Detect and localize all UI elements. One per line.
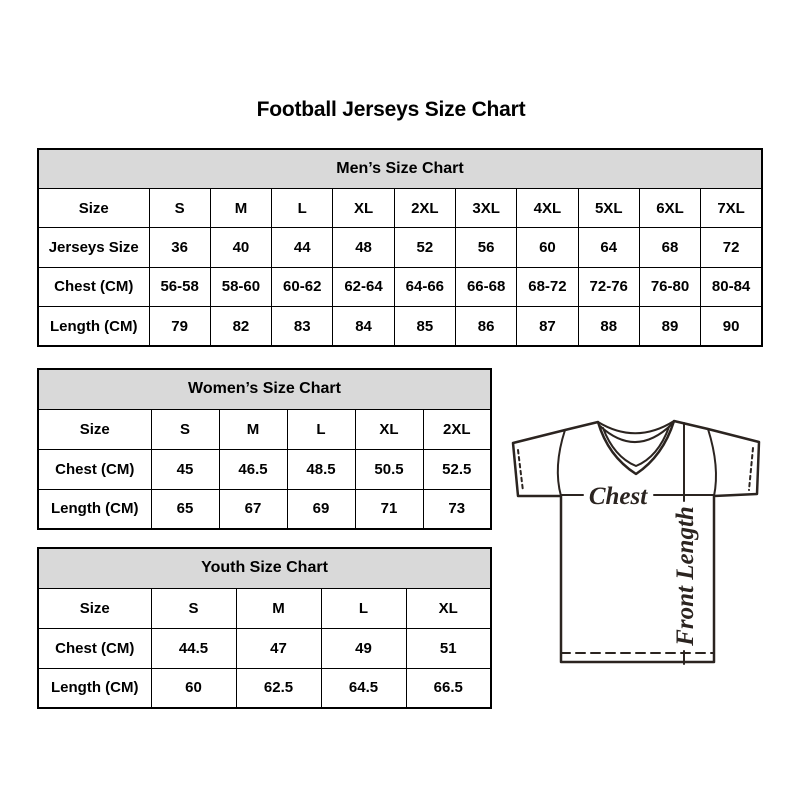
size-value: 49 bbox=[321, 628, 406, 668]
table-row bbox=[38, 267, 762, 306]
size-value: 3XL bbox=[455, 188, 516, 227]
table-row bbox=[38, 489, 491, 529]
size-value: 56-58 bbox=[149, 267, 210, 306]
size-value: 6XL bbox=[639, 188, 700, 227]
size-value: XL bbox=[406, 588, 491, 628]
row-label: Jerseys Size bbox=[38, 228, 149, 267]
size-value: XL bbox=[355, 409, 423, 449]
table-title: Youth Size Chart bbox=[38, 548, 491, 588]
size-value: 85 bbox=[394, 307, 455, 346]
size-value: M bbox=[210, 188, 271, 227]
size-value: 90 bbox=[701, 307, 762, 346]
size-value: M bbox=[219, 409, 287, 449]
size-value: 7XL bbox=[701, 188, 762, 227]
size-value: L bbox=[321, 588, 406, 628]
table-row bbox=[38, 228, 762, 267]
row-label: Size bbox=[38, 409, 151, 449]
youth-size-table bbox=[37, 547, 492, 709]
size-value: 73 bbox=[423, 489, 491, 529]
size-value: 5XL bbox=[578, 188, 639, 227]
size-value: L bbox=[272, 188, 333, 227]
size-value: 50.5 bbox=[355, 449, 423, 489]
size-value: 69 bbox=[287, 489, 355, 529]
page-title: Football Jerseys Size Chart bbox=[256, 98, 526, 121]
size-value: 80-84 bbox=[701, 267, 762, 306]
size-value: 2XL bbox=[394, 188, 455, 227]
size-value: 52 bbox=[394, 228, 455, 267]
size-value: 67 bbox=[219, 489, 287, 529]
size-value: 62.5 bbox=[236, 668, 321, 708]
size-value: 82 bbox=[210, 307, 271, 346]
size-value: 84 bbox=[333, 307, 394, 346]
row-label: Size bbox=[38, 588, 151, 628]
mens-size-table bbox=[37, 148, 763, 347]
table-row bbox=[38, 588, 491, 628]
row-label: Size bbox=[38, 188, 149, 227]
size-value: 62-64 bbox=[333, 267, 394, 306]
size-value: 4XL bbox=[517, 188, 578, 227]
size-value: 2XL bbox=[423, 409, 491, 449]
size-value: 40 bbox=[210, 228, 271, 267]
size-value: 60 bbox=[517, 228, 578, 267]
size-value: 64-66 bbox=[394, 267, 455, 306]
size-value: 60 bbox=[151, 668, 236, 708]
row-label: Length (CM) bbox=[38, 489, 151, 529]
size-value: 72-76 bbox=[578, 267, 639, 306]
size-value: 45 bbox=[151, 449, 219, 489]
front-length-measure-label: Front Length bbox=[672, 506, 699, 646]
size-value: 68 bbox=[639, 228, 700, 267]
size-value: 76-80 bbox=[639, 267, 700, 306]
row-label: Chest (CM) bbox=[38, 267, 149, 306]
size-value: 58-60 bbox=[210, 267, 271, 306]
size-value: 88 bbox=[578, 307, 639, 346]
size-value: 79 bbox=[149, 307, 210, 346]
size-value: 87 bbox=[517, 307, 578, 346]
size-value: S bbox=[151, 588, 236, 628]
size-value: XL bbox=[333, 188, 394, 227]
table-row bbox=[38, 449, 491, 489]
size-value: 51 bbox=[406, 628, 491, 668]
chest-measure-label: Chest bbox=[588, 483, 648, 510]
jersey-diagram bbox=[505, 412, 770, 670]
size-value: 65 bbox=[151, 489, 219, 529]
size-value: 83 bbox=[272, 307, 333, 346]
table-row bbox=[38, 628, 491, 668]
table-title: Men’s Size Chart bbox=[38, 149, 762, 188]
size-value: 44.5 bbox=[151, 628, 236, 668]
size-value: 64.5 bbox=[321, 668, 406, 708]
jersey-outline-shape bbox=[513, 421, 759, 662]
size-value: 68-72 bbox=[517, 267, 578, 306]
row-label: Length (CM) bbox=[38, 668, 151, 708]
table-title: Women’s Size Chart bbox=[38, 369, 491, 409]
size-value: 89 bbox=[639, 307, 700, 346]
size-value: 44 bbox=[272, 228, 333, 267]
row-label: Length (CM) bbox=[38, 307, 149, 346]
size-value: 52.5 bbox=[423, 449, 491, 489]
size-value: L bbox=[287, 409, 355, 449]
row-label: Chest (CM) bbox=[38, 628, 151, 668]
table-row bbox=[38, 307, 762, 346]
size-value: 86 bbox=[455, 307, 516, 346]
size-value: 64 bbox=[578, 228, 639, 267]
table-row bbox=[38, 409, 491, 449]
size-value: 47 bbox=[236, 628, 321, 668]
size-value: 36 bbox=[149, 228, 210, 267]
size-value: S bbox=[151, 409, 219, 449]
row-label: Chest (CM) bbox=[38, 449, 151, 489]
table-row bbox=[38, 188, 762, 227]
size-value: 66-68 bbox=[455, 267, 516, 306]
size-value: 60-62 bbox=[272, 267, 333, 306]
size-value: 48 bbox=[333, 228, 394, 267]
size-value: 71 bbox=[355, 489, 423, 529]
size-value: 46.5 bbox=[219, 449, 287, 489]
size-value: 56 bbox=[455, 228, 516, 267]
size-value: 72 bbox=[701, 228, 762, 267]
table-row bbox=[38, 668, 491, 708]
size-value: 66.5 bbox=[406, 668, 491, 708]
size-value: S bbox=[149, 188, 210, 227]
size-value: M bbox=[236, 588, 321, 628]
womens-size-table bbox=[37, 368, 492, 530]
size-value: 48.5 bbox=[287, 449, 355, 489]
